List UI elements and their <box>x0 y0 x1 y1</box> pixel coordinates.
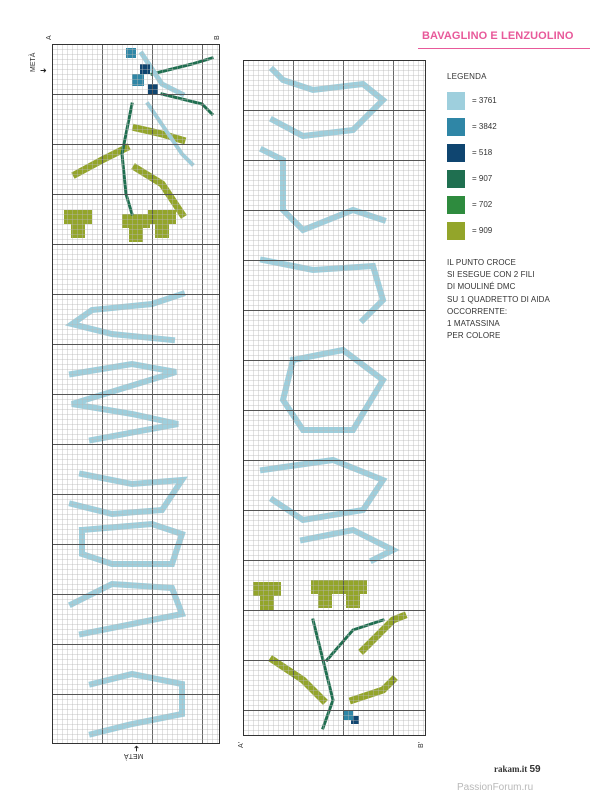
clover <box>78 210 92 224</box>
meta-top-label: METÀ <box>30 52 37 72</box>
letter-stroke <box>72 294 182 340</box>
stem <box>122 104 132 214</box>
instruction-line: DI MOULINÉ DMC <box>447 282 516 292</box>
instruction-line: SI ESEGUE CON 2 FILI <box>447 270 535 280</box>
flower-center <box>148 84 158 94</box>
clover <box>318 594 332 608</box>
letter-stroke <box>92 674 182 734</box>
leaf <box>353 680 393 700</box>
clover <box>129 228 143 242</box>
leaf <box>76 148 126 174</box>
meta-bottom-label: METÀ <box>124 752 144 759</box>
flower-stem <box>152 58 212 74</box>
instruction-line: PER COLORE <box>447 331 501 341</box>
letter-stroke <box>273 70 383 136</box>
footer <box>494 764 541 775</box>
clover <box>136 214 150 228</box>
clover <box>162 210 176 224</box>
letter-stroke <box>263 460 383 520</box>
letter-stroke <box>283 350 383 430</box>
legend-code: = 518 <box>472 148 493 157</box>
left-chart <box>52 44 220 744</box>
clover <box>122 214 136 228</box>
legend-swatch <box>447 222 465 240</box>
instruction-line: OCCORRENTE: <box>447 306 508 316</box>
legend-code: = 3761 <box>472 96 497 105</box>
flower-stem <box>162 94 212 114</box>
legend-code: = 702 <box>472 200 493 209</box>
clover <box>148 210 162 224</box>
clover <box>346 594 360 608</box>
clover <box>71 224 85 238</box>
clover <box>339 580 353 594</box>
left-corner-b: B <box>214 35 221 40</box>
left-chart-grid <box>52 44 220 744</box>
legend-swatch <box>447 196 465 214</box>
legend-swatch <box>447 170 465 188</box>
meta-top-arrow-icon: ➜ <box>40 66 47 75</box>
leaf <box>136 128 182 140</box>
right-corner-b: B' <box>418 741 425 748</box>
clover <box>64 210 78 224</box>
left-corner-a: A <box>46 35 53 40</box>
stem <box>313 620 333 728</box>
section-header <box>418 30 590 49</box>
watermark: PassionForum.ru <box>457 782 534 793</box>
flower-center <box>140 64 150 74</box>
right-corner-a: A' <box>238 741 245 748</box>
legend-code: = 907 <box>472 174 493 183</box>
clover <box>311 580 325 594</box>
clover <box>155 224 169 238</box>
legend-title: LEGENDA <box>447 72 487 81</box>
legend-swatch <box>447 92 465 110</box>
leaf <box>273 660 323 700</box>
section-title: BAVAGLINO E LENZUOLINO <box>422 30 574 42</box>
right-chart <box>243 60 426 736</box>
legend-swatch <box>447 118 465 136</box>
legend-code: = 909 <box>472 226 493 235</box>
instruction-line: 1 MATASSINA <box>447 319 500 329</box>
flower-petal <box>132 74 144 86</box>
instructions <box>447 257 567 342</box>
legend-code: = 3842 <box>472 122 497 131</box>
letter-stroke <box>72 364 178 440</box>
clover <box>325 580 339 594</box>
footer-site[interactable]: rakam.it <box>494 764 528 774</box>
legend-swatch <box>447 144 465 162</box>
clover <box>260 596 274 610</box>
instruction-line: SU 1 QUADRETTO DI AIDA <box>447 294 550 304</box>
letter-stroke <box>72 584 182 634</box>
letter-stroke <box>263 260 383 320</box>
letter-stroke <box>263 150 383 230</box>
instruction-line: IL PUNTO CROCE <box>447 258 516 267</box>
flower-petal <box>343 710 353 720</box>
page-number: 59 <box>529 764 541 775</box>
letter-stroke <box>72 474 182 514</box>
clover <box>253 582 267 596</box>
letter-stroke <box>82 524 182 564</box>
right-chart-grid <box>243 60 426 736</box>
meta-bottom-arrow-icon: ➜ <box>131 745 141 752</box>
clover <box>353 580 367 594</box>
leaf <box>136 168 182 214</box>
clover <box>267 582 281 596</box>
